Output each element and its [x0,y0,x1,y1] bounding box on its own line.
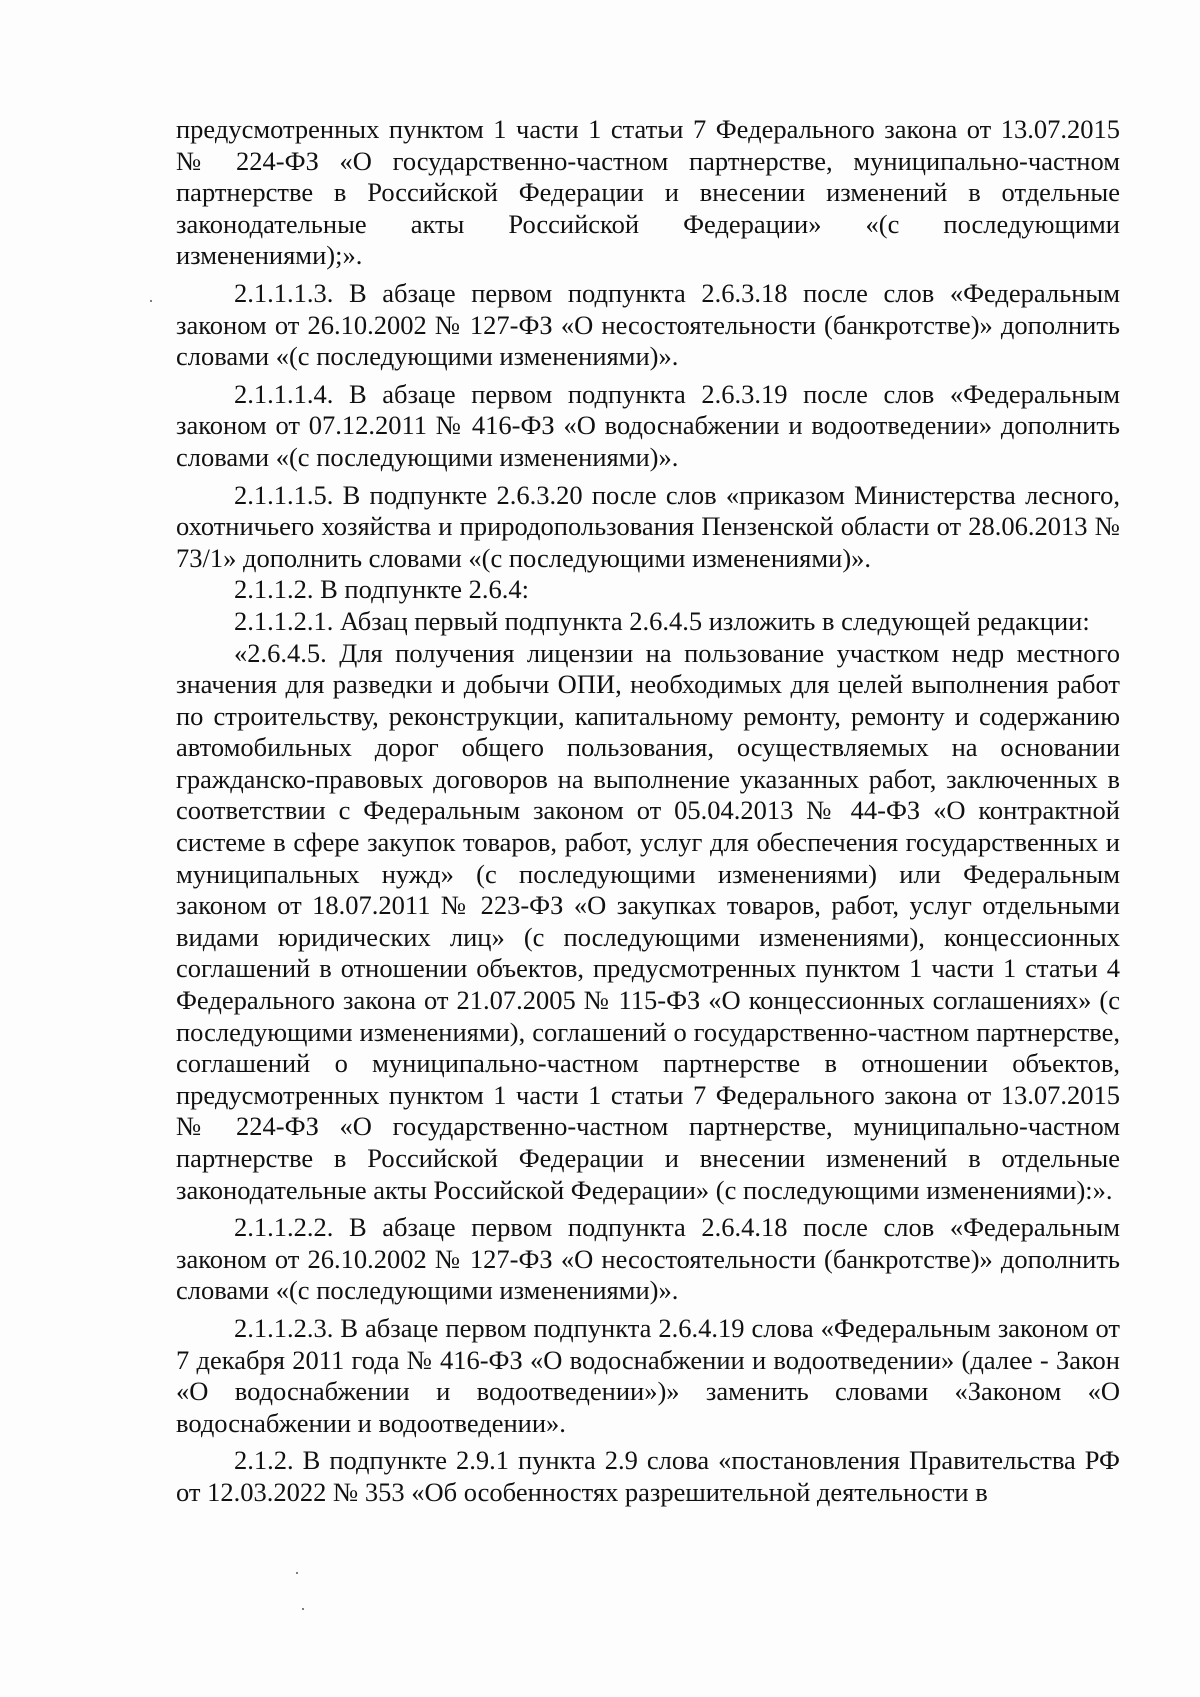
paragraph-2-1-1-2-1: 2.1.1.2.1. Абзац первый подпункта 2.6.4.5 изложить в следующей редакции: [234,605,1090,636]
document-body [176,114,1120,1509]
paragraph-continuation: предусмотренных пунктом 1 части 1 статьи 7 Федерального закона от 13.07.2015 № 224-ФЗ «О государственно-частном партнерстве, муниципально-частном партнерстве в Российской Федерации и внесении изменений в отдельные законодательные акты Российской Федерации» «(с последующими изменениями);». [176,114,1120,271]
paragraph-2-1-1-1-3: 2.1.1.1.3. В абзаце первом подпункта 2.6.3.18 после слов «Федеральным законом от 26.10.2002 № 127-ФЗ «О несостоятельности (банкротстве)» дополнить словами «(с последующими изменениями)». [176,277,1120,372]
scan-speck [302,1608,304,1610]
paragraph-2-1-1-1-5: 2.1.1.1.5. В подпункте 2.6.3.20 после слов «приказом Министерства лесного, охотничьего хозяйства и природопользования Пензенской области от 28.06.2013 № 73/1» дополнить словами «(с последующими изменениями)». [176,479,1120,573]
paragraph-2-6-4-5-quote: «2.6.4.5. Для получения лицензии на пользование участком недр местного значения для разведки и добычи ОПИ, необходимых для целей выполнения работ по строительству, реконструкции, капитальному ремонту, ремонту и содержанию автомобильных дорог общего пользования, осуществляемых на основании гражданско-правовых договоров на выполнение указанных работ, заключенных в соответствии с Федеральным законом от 05.04.2013 № 44-ФЗ «О контрактной системе в сфере закупок товаров, работ, услуг для обеспечения государственных и муниципальных нужд» (с последующими изменениями) или Федеральным законом от 18.07.2011 № 223-ФЗ «О закупках товаров, работ, услуг отдельными видами юридических лиц» (с последующими изменениями), концессионных соглашений в отношении объектов, предусмотренных пунктом 1 части 1 статьи 4 Федерального закона от 21.07.2005 № 115-ФЗ «О концессионных соглашениях» (с последующими изменениями), соглашений о государственно-частном партнерстве, соглашений о муниципально-частном партнерстве в отношении объектов, предусмотренных пунктом 1 части 1 статьи 7 Федерального закона от 13.07.2015 № 224-ФЗ «О государственно-частном партнерстве, муниципально-частном партнерстве в Российской Федерации и внесении изменений в отдельные законодательные акты Российской Федерации» (с последующими изменениями):». [176,637,1120,1205]
paragraph-2-1-1-2-3: 2.1.1.2.3. В абзаце первом подпункта 2.6.4.19 слова «Федеральным законом от 7 декабря 2011 года № 416-ФЗ «О водоснабжении и водоотведении» (далее - Закон «О водоснабжении и водоотведении»)» заменить словами «Законом «О водоснабжении и водоотведении». [176,1312,1120,1438]
paragraph-2-1-1-1-4: 2.1.1.1.4. В абзаце первом подпункта 2.6.3.19 после слов «Федеральным законом от 07.12.2011 № 416-ФЗ «О водоснабжении и водоотведении» дополнить словами «(с последующими изменениями)». [176,378,1120,472]
paragraph-2-1-2: 2.1.2. В подпункте 2.9.1 пункта 2.9 слова «постановления Правительства РФ от 12.03.2022 № 353 «Об особенностях разрешительной деятельности в [176,1445,1120,1507]
paragraph-2-1-1-2: 2.1.1.2. В подпункте 2.6.4: [234,574,530,605]
scan-speck [150,300,152,302]
scan-speck [296,1572,298,1574]
paragraph-2-1-1-2-2: 2.1.1.2.2. В абзаце первом подпункта 2.6.4.18 после слов «Федеральным законом от 26.10.2002 № 127-ФЗ «О несостоятельности (банкротстве)» дополнить словами «(с последующими изменениями)». [176,1212,1120,1306]
